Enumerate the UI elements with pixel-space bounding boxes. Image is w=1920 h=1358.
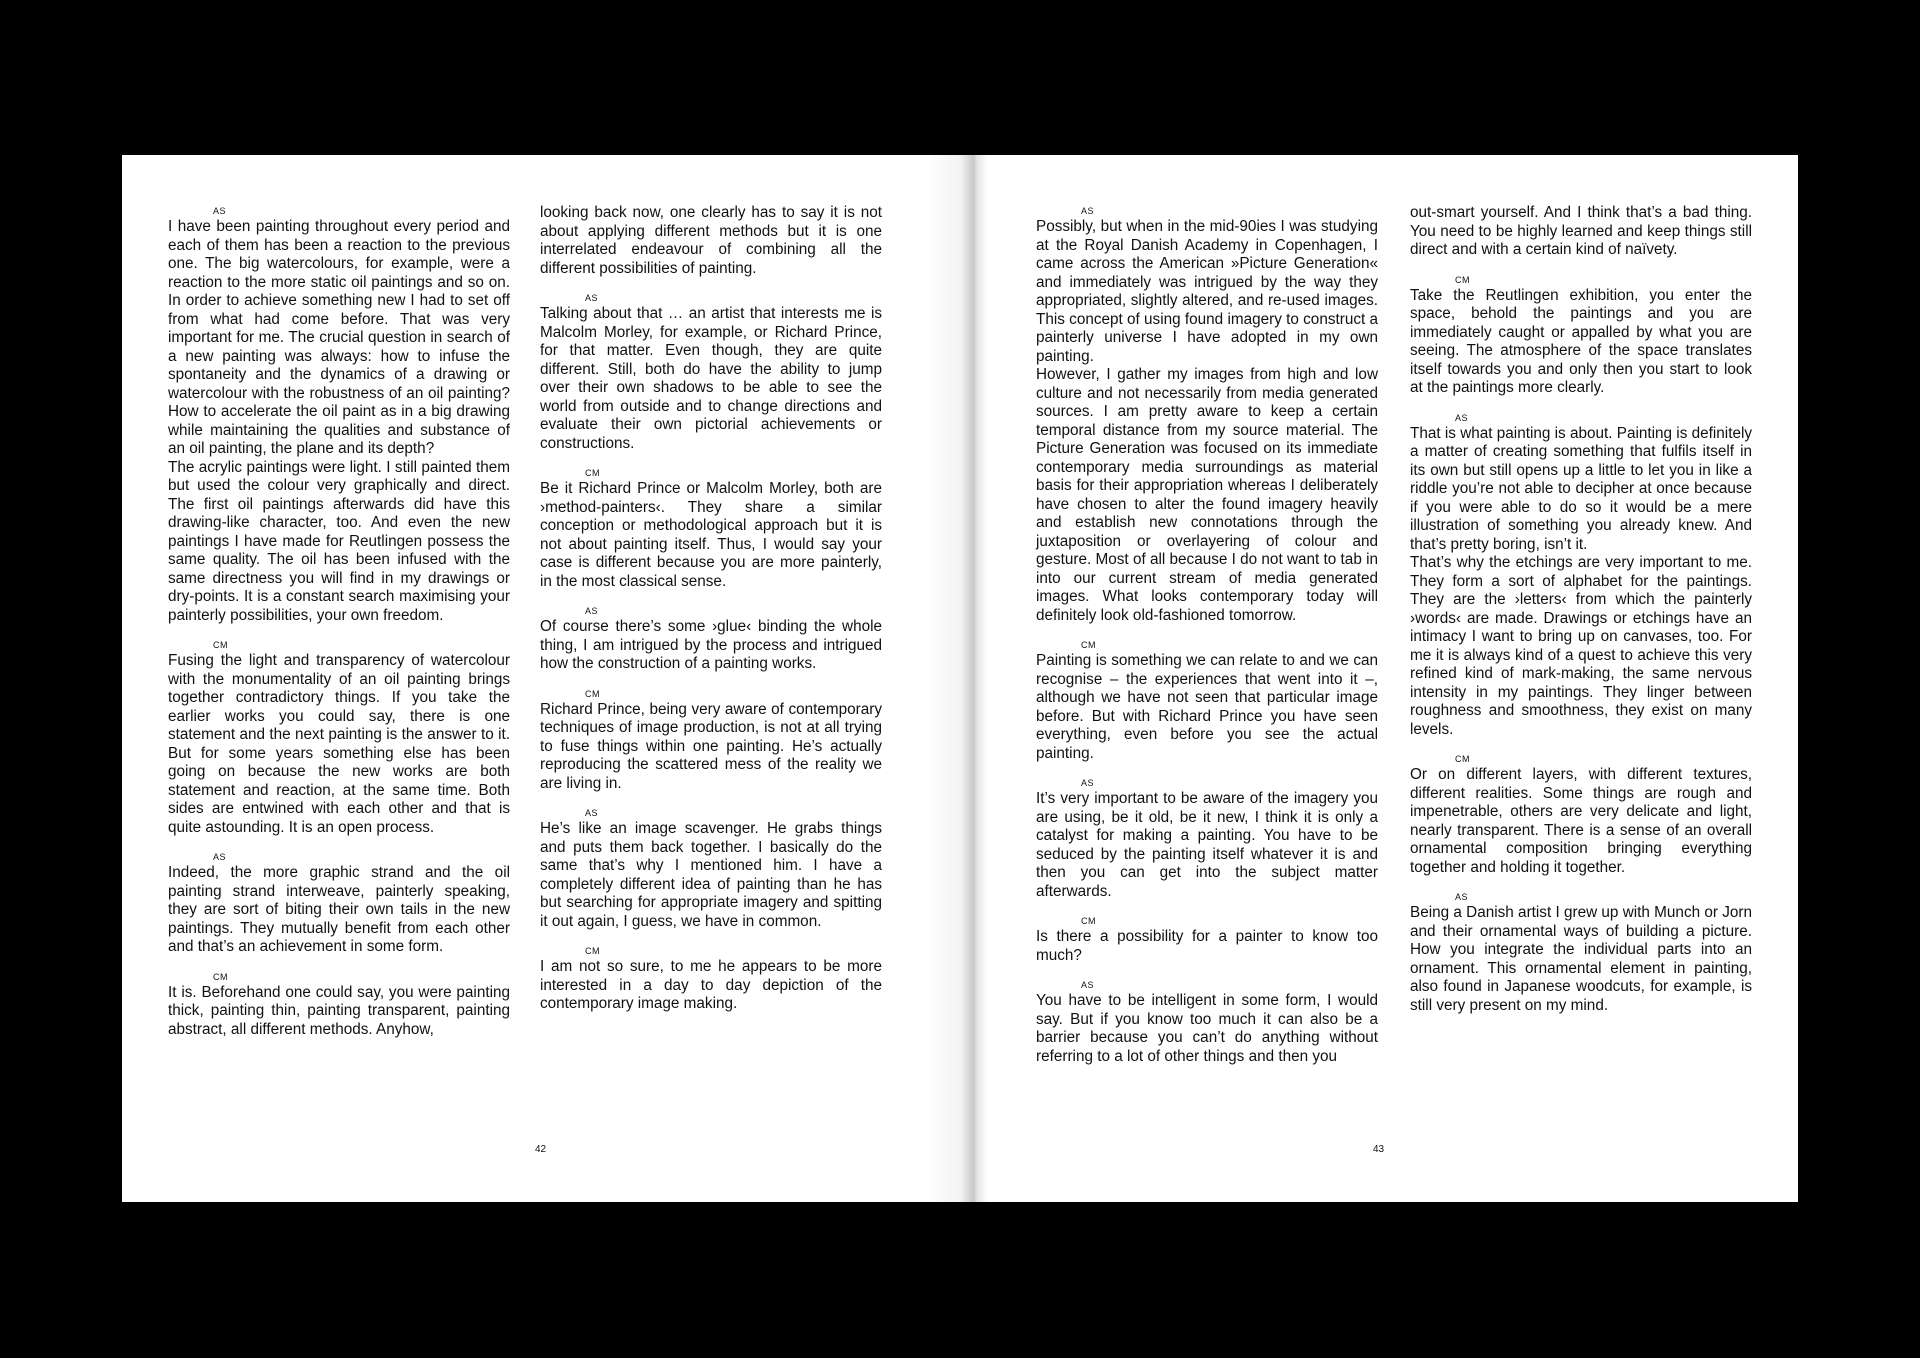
interview-block: [168, 204, 510, 625]
speaker-label: CM: [585, 468, 600, 478]
interview-paragraph: Being a Danish artist I grew up with Munch or Jorn and their ornamental ways of building a picture. How you integrate the individual parts into an ornament. This ornamental element in painting, also found in Japanese woodcuts, for example, is still very present on my mind.: [1410, 904, 1752, 1014]
interview-paragraph: It is. Beforehand one could say, you were painting thick, painting thin, painting transparent, painting abstract, all different methods. Anyhow,: [168, 983, 510, 1038]
interview-block: [1036, 978, 1378, 1066]
interview-paragraph: Talking about that … an artist that interests me is Malcolm Morley, for example, or Richard Prince, for that matter. Even though, they are quite different. Still, both do have the ability to jump over their own shadows to be able to see the world from outside and to change directions and evaluate their own pictorial achievements or constructions.: [540, 305, 882, 452]
speaker-label: AS: [585, 606, 599, 616]
speaker-label: CM: [1455, 754, 1470, 764]
speaker-label: AS: [1081, 980, 1095, 990]
interview-block: [540, 687, 882, 794]
interview-block: [1410, 411, 1752, 740]
interview-paragraph: That’s why the etchings are very important to me. They form a sort of alphabet for the paintings. They are the ›letters‹ from which the painterly ›words‹ are made. Drawings or etchings have an intimacy I want to bring up on canvases, too. For me it is always kind of a quest to achieve this very refined kind of mark-making, the same nervous intensity in my paintings. They linger between roughness and smoothness, they exist on many levels.: [1410, 554, 1752, 738]
speaker-label: CM: [213, 971, 228, 982]
interview-block: [540, 204, 882, 278]
speaker-label: AS: [585, 293, 599, 303]
interview-paragraph: I am not so sure, to me he appears to be more interested in a day to day depiction of the contemporary image making.: [540, 958, 882, 1012]
interview-paragraph: The acrylic paintings were light. I still painted them but used the colour very graphically and direct. The first oil paintings afterwards did have this drawing-like character, too. And even the new paintings I have made for Reutlingen possess the same quality. The oil has been infused with the same directness you will find in my drawings or dry-points. It is a constant search maximising your painterly possibilities, your own freedom.: [168, 458, 510, 624]
interview-block: [168, 850, 510, 957]
interview-paragraph: You have to be intelligent in some form, I would say. But if you know too much it can also be a barrier because you can’t do anything without referring to a lot of other things and then you: [1036, 992, 1378, 1065]
interview-paragraph: He’s like an image scavenger. He grabs things and puts them back together. I basically do the same that’s why I mentioned him. I have a completely different idea of painting than he has but searching for appropriate imagery and spitting it out again, I guess, we have in common.: [540, 820, 882, 930]
interview-block: [1036, 914, 1378, 965]
left-page-number: 42: [535, 1144, 547, 1155]
interview-block: [540, 604, 882, 674]
book-spine-gutter: [928, 155, 988, 1202]
interview-block: [1036, 204, 1378, 625]
book-spread: [122, 155, 1798, 1202]
speaker-label: CM: [1081, 916, 1096, 926]
right-page-column-2: [1410, 204, 1752, 1028]
speaker-label: AS: [1455, 412, 1469, 423]
interview-paragraph: Painting is something we can relate to and we can recognise – the experiences that went into it –, although we have not seen that particular image before. But with Richard Prince you have seen everything, even before you see the actual painting.: [1036, 652, 1378, 762]
interview-paragraph: Possibly, but when in the mid-90ies I was studying at the Royal Danish Academy in Copenhagen, I came across the American »Picture Generation« and immediately was intrigued by the way they appropriated, slightly altered, and re-used images. This concept of using found imagery to construct a painterly universe I have adopted in my own painting.: [1036, 218, 1378, 365]
right-page-number: 43: [1373, 1144, 1385, 1155]
speaker-label: AS: [1455, 892, 1469, 902]
interview-paragraph: Fusing the light and transparency of watercolour with the monumentality of an oil painting brings together contradictory things. If you take the earlier works you could say, there is one statement and the next painting is the answer to it. But for some years something else has been going on because the new works are both statement and reaction, at the same time. Both sides are entwined with each other and that is quite astounding. It is an open process.: [168, 652, 510, 836]
interview-block: [1410, 273, 1752, 398]
left-page-column-2: [540, 204, 882, 1027]
speaker-label: AS: [213, 852, 227, 862]
interview-paragraph: Richard Prince, being very aware of contemporary techniques of image production, is not at all trying to fuse things within one painting. He’s actually reproducing the scattered mess of the reality we are living in.: [540, 700, 882, 792]
interview-paragraph: Take the Reutlingen exhibition, you enter the space, behold the paintings and you are immediately caught or appalled by what you are seeing. The atmosphere of the space translates itself towards you and only then you start to look at the paintings more clearly.: [1410, 286, 1752, 396]
interview-paragraph: I have been painting throughout every period and each of them has been a reaction to the previous one. The big watercolours, for example, were a reaction to the more static oil paintings and so on. In order to achieve something new I had to set off from what had come before. That was very important for me. The crucial question in search of a new painting was always: how to infuse the spontaneity and the dynamics of a drawing or watercolour with the robustness of an oil painting? How to accelerate the oil paint as in a big drawing while maintaining the qualities and substance of an oil painting, the plane and its depth?: [168, 218, 510, 457]
speaker-label: CM: [213, 640, 228, 650]
speaker-label: CM: [1455, 274, 1470, 285]
left-page-column-1: [168, 204, 510, 1052]
interview-block: [540, 806, 882, 931]
interview-paragraph: It’s very important to be aware of the imagery you are using, be it old, be it new, I think it is only a catalyst for making a painting. You have to be seduced by the painting itself whatever it is and then you can get into the subject matter afterwards.: [1036, 790, 1378, 900]
interview-paragraph: out-smart yourself. And I think that’s a bad thing. You need to be highly learned and keep things still direct and with a certain kind of naïvety.: [1410, 204, 1752, 258]
interview-block: [168, 638, 510, 837]
interview-block: [1410, 752, 1752, 877]
speaker-label: CM: [1081, 640, 1096, 650]
speaker-label: AS: [213, 206, 227, 216]
interview-block: [1036, 776, 1378, 901]
right-page-column-1: [1036, 204, 1378, 1079]
interview-block: [1410, 890, 1752, 1015]
interview-paragraph: Of course there’s some ›glue‹ binding the whole thing, I am intrigued by the process and intrigued how the construction of a painting works.: [540, 618, 882, 672]
interview-block: [540, 944, 882, 1014]
interview-paragraph: That is what painting is about. Painting is definitely a matter of creating something that fulfils itself in its own but still opens up a little to let you in like a riddle you’re not able to decipher at once because if you were able to do so it would be a mere illustration of something you already knew. And that’s pretty boring, isn’t it.: [1410, 424, 1752, 553]
interview-block: [1036, 638, 1378, 763]
interview-paragraph: Be it Richard Prince or Malcolm Morley, both are ›method-painters‹. They share a similar conception or methodological approach but it is not about painting itself. Thus, I would say your case is different because you are more painterly, in the most classical sense.: [540, 480, 882, 590]
interview-paragraph: Indeed, the more graphic strand and the oil painting strand interweave, painterly speaking, they are sort of biting their own tails in the new paintings. They mutually benefit from each other and that’s an achievement in some form.: [168, 864, 510, 955]
interview-paragraph: looking back now, one clearly has to say it is not about applying different methods but it is one interrelated endeavour of combining all the different possibilities of painting.: [540, 204, 882, 277]
speaker-label: AS: [1081, 206, 1095, 216]
interview-paragraph: Is there a possibility for a painter to know too much?: [1036, 928, 1378, 964]
interview-block: [540, 466, 882, 591]
speaker-label: CM: [585, 688, 600, 699]
speaker-label: CM: [585, 946, 600, 956]
interview-paragraph: However, I gather my images from high and low culture and not necessarily from media generated sources. I am pretty aware to keep a certain temporal distance from my source material. The Picture Generation was focused on its immediate contemporary media surroundings as material basis for their appropriation whereas I deliberately have chosen to alter the found imagery heavily and establish new connotations through the juxtaposition or overlayering of colour and gesture. Most of all because I do not want to tab in into our current stream of media generated images. What looks contemporary today will definitely look old-fashioned tomorrow.: [1036, 366, 1378, 624]
interview-block: [1410, 204, 1752, 260]
speaker-label: AS: [585, 808, 599, 818]
interview-block: [168, 970, 510, 1040]
interview-paragraph: Or on different layers, with different textures, different realities. Some things are rough and impenetrable, others are very delicate and light, nearly transparent. There is a sense of an overall ornamental composition bringing everything together and holding it together.: [1410, 766, 1752, 876]
speaker-label: AS: [1081, 778, 1095, 788]
interview-block: [540, 291, 882, 453]
